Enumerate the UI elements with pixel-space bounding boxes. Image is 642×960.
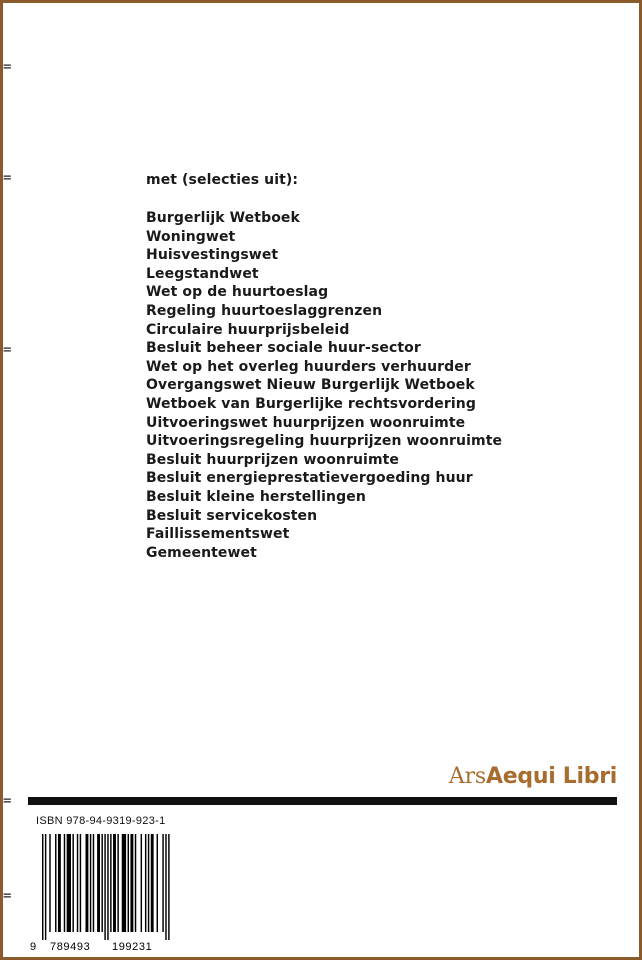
law-item: Burgerlijk Wetboek [146, 210, 300, 226]
law-item: Wet op de huurtoeslag [146, 284, 329, 301]
barcode [28, 832, 178, 954]
barcode-digit-first: 9 [30, 941, 37, 953]
barcode-bar [130, 834, 133, 932]
law-item: Overgangswet Nieuw Burgerlijk Wetboek [146, 377, 475, 394]
law-item: Woningwet [146, 228, 236, 245]
law-item: Circulaire huurprijsbeleid [146, 321, 350, 338]
margin-mark: = [3, 170, 12, 186]
barcode-bar [141, 834, 142, 932]
barcode-bar [80, 834, 81, 932]
barcode-bar [45, 834, 46, 940]
barcode-bar [165, 834, 166, 940]
law-item: Besluit beheer sociale huur-sector [146, 340, 421, 357]
law-item: Besluit huurprijzen woonruimte [146, 451, 400, 468]
barcode-bar [86, 834, 89, 932]
barcode-bar [162, 834, 163, 932]
law-item: Regeling huurtoeslaggrenzen [146, 302, 383, 319]
margin-mark: = [3, 59, 12, 75]
law-item: Wetboek van Burgerlijke rechtsvordering [146, 395, 476, 412]
publisher-logo-aequi-libri: Aequi Libri [486, 764, 617, 789]
margin-mark: = [3, 888, 12, 904]
barcode-bar [122, 834, 126, 932]
law-item: Besluit kleine herstellingen [146, 488, 366, 505]
barcode-bar [55, 834, 56, 932]
barcode-bar [168, 834, 169, 940]
barcode-bar [64, 834, 65, 932]
barcode-bar [77, 834, 78, 932]
barcode-bar [49, 834, 50, 932]
law-item: Gemeentewet [146, 544, 257, 561]
law-item: Wet op het overleg huurders verhuurder [146, 358, 471, 375]
law-item: Faillissementswet [146, 526, 290, 543]
barcode-bar [107, 834, 108, 940]
publisher-logo-ars: Ars [448, 764, 487, 789]
barcode-bar [58, 834, 61, 932]
barcode-digits-left: 789493 [50, 941, 91, 953]
barcode-bar [157, 834, 158, 932]
barcode-bar [117, 834, 118, 932]
isbn-label: ISBN 978-94-9319-923-1 [36, 815, 166, 827]
barcode-digits-right: 199231 [112, 941, 153, 953]
barcode-bar [97, 834, 100, 932]
barcode-bar [113, 834, 116, 932]
law-item: Leegstandwet [146, 265, 259, 282]
barcode-bar [93, 834, 94, 932]
law-item: Uitvoeringsregeling huurprijzen woonruimte [146, 433, 503, 450]
law-item: Besluit servicekosten [146, 507, 318, 524]
publisher-logo [449, 764, 617, 790]
barcode-bar [151, 834, 154, 932]
intro-heading: met (selecties uit): [146, 172, 299, 188]
barcode-bar [148, 834, 149, 932]
barcode-bar [67, 834, 71, 932]
barcode-bar [90, 834, 91, 932]
law-item: Uitvoeringswet huurprijzen woonruimte [146, 414, 466, 431]
law-item: Besluit energieprestatievergoeding huur [146, 470, 473, 487]
margin-mark: = [3, 793, 12, 809]
barcode-bar [128, 834, 129, 932]
barcode-bar [42, 834, 43, 940]
barcode-bar [110, 834, 111, 932]
law-item: Huisvestingswet [146, 247, 279, 264]
law-list [146, 209, 502, 562]
barcode-bar [72, 834, 73, 932]
barcode-bar [104, 834, 105, 940]
barcode-bar [135, 834, 136, 932]
margin-mark: = [3, 342, 12, 358]
divider-bar [28, 797, 617, 805]
barcode-bar [101, 834, 102, 932]
barcode-bar [145, 834, 146, 932]
